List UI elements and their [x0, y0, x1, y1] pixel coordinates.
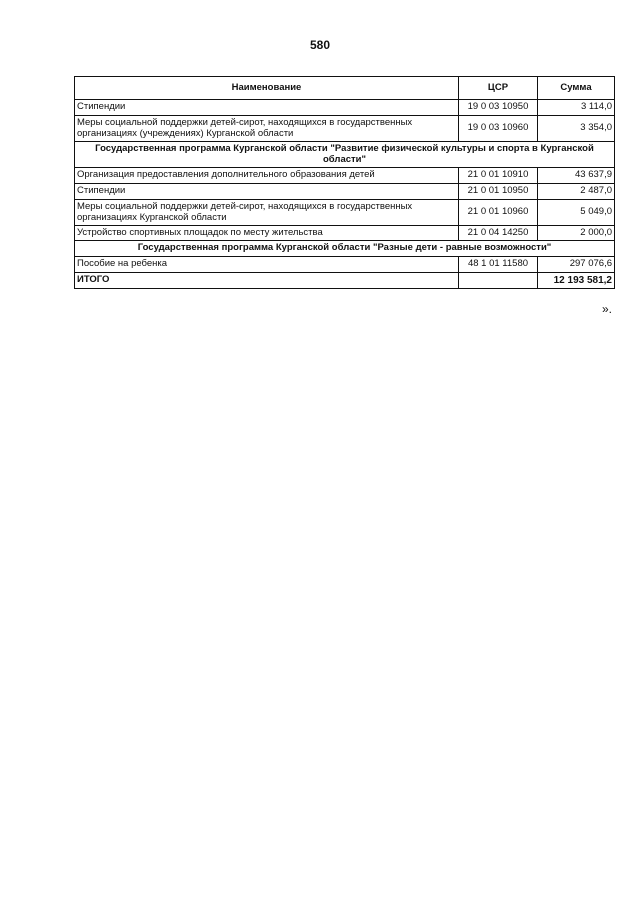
row-amount: 297 076,6	[538, 257, 615, 273]
row-code: 19 0 03 10950	[459, 100, 538, 116]
table-row	[75, 226, 615, 241]
header-code: ЦСР	[459, 77, 538, 100]
total-code	[459, 273, 538, 289]
row-amount: 43 637,9	[538, 168, 615, 184]
row-code: 21 0 01 10950	[459, 184, 538, 200]
table-row	[75, 100, 615, 116]
closing-quote-mark: ».	[602, 302, 613, 316]
row-name: Стипендии	[75, 184, 459, 200]
row-name: Пособие на ребенка	[75, 257, 459, 273]
row-amount: 2 487,0	[538, 184, 615, 200]
row-amount: 2 000,0	[538, 226, 615, 241]
row-name: Устройство спортивных площадок по месту жительства	[75, 226, 459, 241]
row-name: Организация предоставления дополнительного образования детей	[75, 168, 459, 184]
table-header-row	[75, 77, 615, 100]
row-name: Меры социальной поддержки детей-сирот, находящихся в государственных организациях (учреждениях) Курганской области	[75, 116, 459, 142]
page-number: 580	[309, 38, 331, 52]
row-name: Стипендии	[75, 100, 459, 116]
row-code: 48 1 01 11580	[459, 257, 538, 273]
section-row	[75, 142, 615, 168]
row-amount: 5 049,0	[538, 200, 615, 226]
section-row	[75, 241, 615, 257]
row-code: 21 0 01 10960	[459, 200, 538, 226]
row-code: 19 0 03 10960	[459, 116, 538, 142]
row-amount: 3 354,0	[538, 116, 615, 142]
header-name: Наименование	[75, 77, 459, 100]
row-name: Меры социальной поддержки детей-сирот, находящихся в государственных организациях Курганской области	[75, 200, 459, 226]
budget-table	[74, 76, 615, 289]
table-row	[75, 184, 615, 200]
row-code: 21 0 01 10910	[459, 168, 538, 184]
row-code: 21 0 04 14250	[459, 226, 538, 241]
table-row	[75, 168, 615, 184]
total-label: ИТОГО	[75, 273, 459, 289]
row-amount: 3 114,0	[538, 100, 615, 116]
total-row	[75, 273, 615, 289]
table-row	[75, 257, 615, 273]
section-title: Государственная программа Курганской области "Развитие физической культуры и спорта в Курганской области"	[75, 142, 615, 168]
table-row	[75, 200, 615, 226]
section-title: Государственная программа Курганской области "Разные дети - равные возможности"	[75, 241, 615, 257]
total-amount: 12 193 581,2	[538, 273, 615, 289]
table-row	[75, 116, 615, 142]
header-amount: Сумма	[538, 77, 615, 100]
